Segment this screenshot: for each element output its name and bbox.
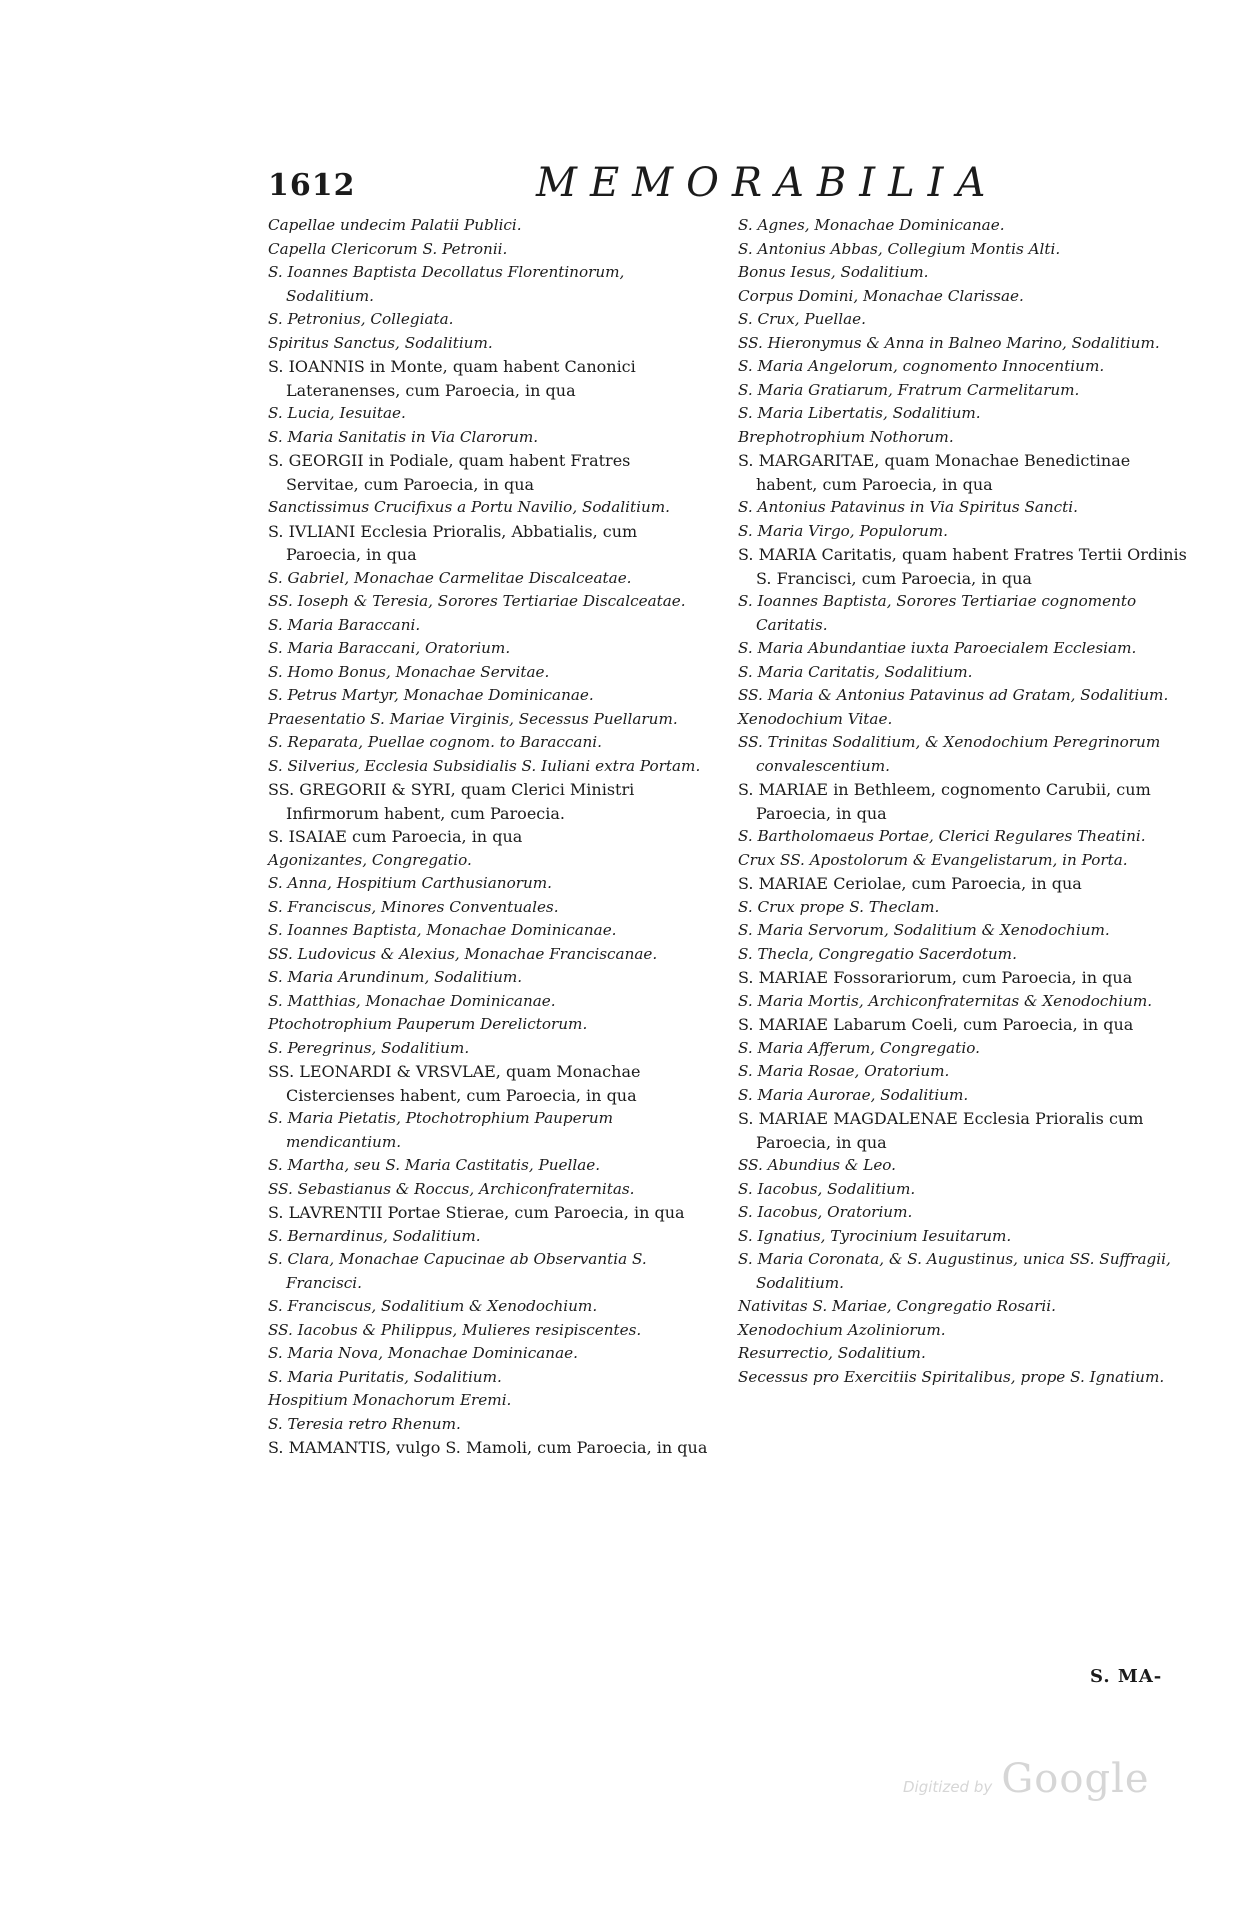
- index-entry: S. Bartholomaeus Portae, Clerici Regulares Theatini.: [738, 827, 1146, 845]
- index-entry: S. Iacobus, Oratorium.: [738, 1203, 913, 1221]
- index-entry: S. Maria Coronata, & S. Augustinus, unica SS. Suffragii, Sodalitium.: [738, 1250, 1171, 1292]
- index-entry: S. Maria Gratiarum, Fratrum Carmelitarum.: [738, 380, 1080, 399]
- index-entry: SS. Sebastianus & Roccus, Archiconfraternitas.: [268, 1179, 635, 1198]
- index-entry: S. Maria Arundinum, Sodalitium.: [268, 968, 523, 986]
- index-entry: SS. Ludovicus & Alexius, Monachae Franciscanae.: [268, 944, 658, 963]
- index-entry: S. Bernardinus, Sodalitium.: [268, 1226, 481, 1245]
- index-entry: S. Crux, Puellae.: [738, 310, 866, 328]
- index-entry: Nativitas S. Mariae, Congregatio Rosarii.: [738, 1297, 1056, 1315]
- index-entry: S. Ignatius, Tyrocinium Iesuitarum.: [738, 1226, 1012, 1245]
- index-entry: SS. Trinitas Sodalitium, & Xenodochium Peregrinorum convalescentium.: [738, 733, 1161, 775]
- index-entry: S. Antonius Patavinus in Via Spiritus Sancti.: [738, 498, 1078, 516]
- index-entry: S. Antonius Abbas, Collegium Montis Alti.: [738, 239, 1061, 258]
- catchword: S. MA-: [1090, 1666, 1163, 1687]
- index-entry: S. Ioannes Baptista, Monachae Dominicanae.: [268, 921, 617, 939]
- page-header: [268, 160, 1188, 210]
- index-entry: S. Ioannes Baptista Decollatus Florentinorum, Sodalitium.: [268, 263, 625, 305]
- index-entry: S. Maria Mortis, Archiconfraternitas & Xenodochium.: [738, 991, 1153, 1010]
- index-entry: Resurrectio, Sodalitium.: [738, 1344, 926, 1362]
- index-entry: S. Maria Nova, Monachae Dominicanae.: [268, 1344, 578, 1362]
- index-entry: Crux SS. Apostolorum & Evangelistarum, in Porta.: [738, 850, 1128, 869]
- index-entry: S. Matthias, Monachae Dominicanae.: [268, 991, 556, 1010]
- right-column: [738, 214, 1188, 1389]
- index-entry: SS. Maria & Antonius Patavinus ad Gratam, Sodalitium.: [738, 686, 1169, 704]
- index-entry: Corpus Domini, Monachae Clarissae.: [738, 286, 1024, 305]
- index-entry: S. Silverius, Ecclesia Subsidialis S. Iuliani extra Portam.: [268, 756, 701, 775]
- index-entry: S. Crux prope S. Theclam.: [738, 897, 940, 916]
- index-entry: S. Anna, Hospitium Carthusianorum.: [268, 874, 552, 892]
- index-entry: S. MARIAE MAGDALENAE Ecclesia Prioralis cum Paroecia, in qua: [738, 1109, 1144, 1152]
- index-entry: SS. Iacobus & Philippus, Mulieres resipiscentes.: [268, 1320, 642, 1339]
- index-entry: S. Maria Aurorae, Sodalitium.: [738, 1085, 969, 1104]
- index-entry: S. Maria Virgo, Populorum.: [738, 521, 948, 540]
- index-entry: S. IOANNIS in Monte, quam habent Canonici Lateranenses, cum Paroecia, in qua: [268, 357, 636, 400]
- index-entry: S. Clara, Monachae Capucinae ab Observantia S. Francisci.: [268, 1250, 647, 1292]
- index-entry: Secessus pro Exercitiis Spiritalibus, prope S. Ignatium.: [738, 1367, 1165, 1386]
- index-entry: S. Peregrinus, Sodalitium.: [268, 1038, 470, 1057]
- index-entry: Xenodochium Vitae.: [738, 709, 893, 728]
- index-entry: S. Thecla, Congregatio Sacerdotum.: [738, 944, 1017, 963]
- running-title: MEMORABILIA: [536, 160, 999, 206]
- index-entry: S. MARGARITAE, quam Monachae Benedictinae habent, cum Paroecia, in qua: [738, 451, 1131, 494]
- index-entry: S. Teresia retro Rhenum.: [268, 1414, 461, 1433]
- index-entry: S. Maria Servorum, Sodalitium & Xenodochium.: [738, 921, 1110, 939]
- index-entry: S. Maria Caritatis, Sodalitium.: [738, 662, 973, 681]
- index-entry: Sanctissimus Crucifixus a Portu Navilio, Sodalitium.: [268, 498, 670, 516]
- index-entry: Capella Clericorum S. Petronii.: [268, 239, 508, 258]
- index-entry: S. Maria Rosae, Oratorium.: [738, 1062, 950, 1080]
- index-entry: S. Maria Afferum, Congregatio.: [738, 1038, 980, 1057]
- digitized-by-google-watermark: [903, 1756, 1150, 1802]
- index-entry: S. Lucia, Iesuitae.: [268, 404, 406, 422]
- index-entry: Agonizantes, Congregatio.: [268, 850, 472, 869]
- index-entry: S. Ioannes Baptista, Sorores Tertiariae cognomento Caritatis.: [738, 592, 1137, 634]
- index-entry: S. Franciscus, Minores Conventuales.: [268, 897, 559, 916]
- index-entry: SS. LEONARDI & VRSVLAE, quam Monachae Cistercienses habent, cum Paroecia, in qua: [268, 1062, 641, 1105]
- index-entry: S. Agnes, Monachae Dominicanae.: [738, 216, 1005, 234]
- index-entry: Bonus Iesus, Sodalitium.: [738, 263, 929, 281]
- index-entry: S. Gabriel, Monachae Carmelitae Discalceatae.: [268, 568, 632, 587]
- index-entry: S. Homo Bonus, Monachae Servitae.: [268, 662, 550, 681]
- index-entry: SS. Ioseph & Teresia, Sorores Tertiariae Discalceatae.: [268, 592, 686, 610]
- index-entry: S. Maria Baraccani.: [268, 615, 421, 634]
- page-number: 1612: [268, 168, 356, 203]
- index-entry: S. MARIA Caritatis, quam habent Fratres Tertii Ordinis S. Francisci, cum Paroecia, in qua: [738, 545, 1187, 588]
- index-entry: S. Maria Baraccani, Oratorium.: [268, 639, 511, 657]
- index-entry: S. Maria Libertatis, Sodalitium.: [738, 404, 981, 422]
- google-logo-text: Google: [1001, 1756, 1150, 1802]
- index-entry: S. Maria Puritatis, Sodalitium.: [268, 1367, 502, 1386]
- index-entry: S. Iacobus, Sodalitium.: [738, 1179, 916, 1198]
- index-entry: S. LAVRENTII Portae Stierae, cum Paroecia, in qua: [268, 1203, 685, 1222]
- index-entry: S. Maria Sanitatis in Via Clarorum.: [268, 427, 539, 446]
- index-entry: S. GEORGII in Podiale, quam habent Fratres Servitae, cum Paroecia, in qua: [268, 451, 631, 494]
- index-entry: S. MARIAE in Bethleem, cognomento Carubii, cum Paroecia, in qua: [738, 780, 1151, 823]
- index-entry: S. Maria Abundantiae iuxta Paroecialem Ecclesiam.: [738, 639, 1137, 657]
- index-entry: Brephotrophium Nothorum.: [738, 427, 954, 446]
- index-entry: S. MARIAE Fossorariorum, cum Paroecia, in qua: [738, 968, 1133, 987]
- index-entry: S. ISAIAE cum Paroecia, in qua: [268, 827, 523, 846]
- index-entry: SS. GREGORII & SYRI, quam Clerici Ministri Infirmorum habent, cum Paroecia.: [268, 780, 635, 823]
- index-entry: Xenodochium Azoliniorum.: [738, 1320, 946, 1339]
- index-entry: S. Petronius, Collegiata.: [268, 310, 454, 328]
- index-entry: S. MARIAE Ceriolae, cum Paroecia, in qua: [738, 874, 1082, 893]
- watermark-small-text: Digitized by: [903, 1778, 993, 1796]
- index-entry: S. Reparata, Puellae cognom. to Baraccani.: [268, 733, 602, 751]
- index-entry: Ptochotrophium Pauperum Derelictorum.: [268, 1015, 588, 1033]
- index-entry: SS. Hieronymus & Anna in Balneo Marino, Sodalitium.: [738, 333, 1160, 352]
- index-entry: S. Maria Angelorum, cognomento Innocentium.: [738, 357, 1105, 375]
- left-column: [268, 214, 708, 1460]
- index-entry: S. Maria Pietatis, Ptochotrophium Pauperum mendicantium.: [268, 1109, 614, 1151]
- index-entry: SS. Abundius & Leo.: [738, 1156, 897, 1174]
- index-entry: S. Martha, seu S. Maria Castitatis, Puellae.: [268, 1156, 601, 1174]
- index-entry: Hospitium Monachorum Eremi.: [268, 1391, 512, 1409]
- index-entry: S. Franciscus, Sodalitium & Xenodochium.: [268, 1297, 598, 1315]
- index-entry: S. Petrus Martyr, Monachae Dominicanae.: [268, 686, 594, 704]
- index-entry: Capellae undecim Palatii Publici.: [268, 216, 522, 234]
- index-entry: Praesentatio S. Mariae Virginis, Secessus Puellarum.: [268, 709, 678, 728]
- index-entry: S. MARIAE Labarum Coeli, cum Paroecia, in qua: [738, 1015, 1134, 1034]
- index-entry: S. IVLIANI Ecclesia Prioralis, Abbatialis, cum Paroecia, in qua: [268, 521, 638, 564]
- index-entry: Spiritus Sanctus, Sodalitium.: [268, 333, 493, 352]
- index-entry: S. MAMANTIS, vulgo S. Mamoli, cum Paroecia, in qua: [268, 1438, 708, 1457]
